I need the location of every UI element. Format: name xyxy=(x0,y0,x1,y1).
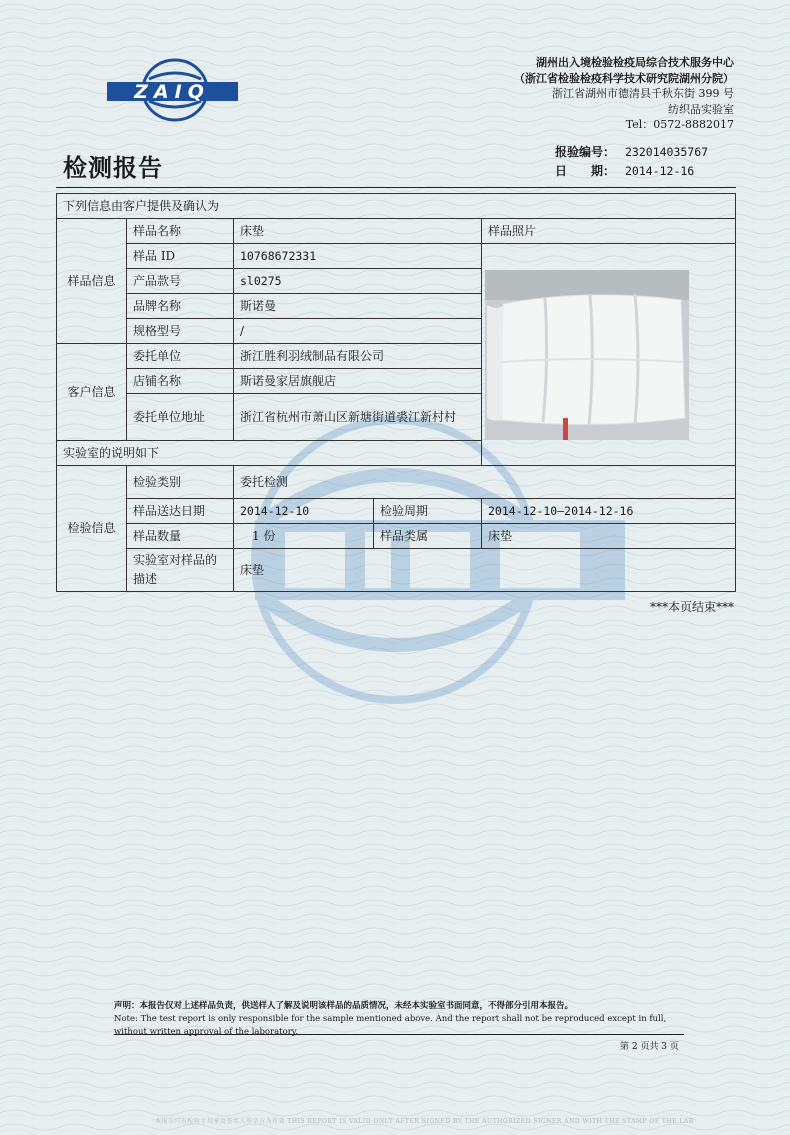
field-value: 2014-12-10—2014-12-16 xyxy=(482,499,736,524)
report-table xyxy=(56,193,736,592)
org-subname: （浙江省检验检疫科学技术研究院湖州分院） xyxy=(514,71,734,85)
field-value: 浙江省杭州市萧山区新塘街道裘江新村村 xyxy=(234,394,482,441)
field-label: 检验类别 xyxy=(127,466,234,499)
report-number: 232014035767 xyxy=(625,145,709,159)
header-divider xyxy=(56,187,736,188)
field-value: sl0275 xyxy=(234,269,482,294)
field-label: 委托单位 xyxy=(127,344,234,369)
field-label: 样品类属 xyxy=(374,524,482,549)
svg-text:ZAIQ: ZAIQ xyxy=(134,81,210,103)
field-value: 委托检测 xyxy=(234,466,736,499)
field-label: 样品送达日期 xyxy=(127,499,234,524)
field-label: 检验周期 xyxy=(374,499,482,524)
customer-info-group: 客户信息 xyxy=(57,344,127,441)
field-value: 斯诺曼家居旗舰店 xyxy=(234,369,482,394)
end-of-page-mark: ***本页结束*** xyxy=(649,600,734,614)
field-value: 浙江胜利羽绒制品有限公司 xyxy=(234,344,482,369)
disclaimer-cn: 声明：本报告仅对上述样品负责，供送样人了解及说明该样品的品质情况，未经本实验室书面同意，不得部分引用本报告。 xyxy=(114,1001,574,1011)
org-lab: 纺织品实验室 xyxy=(668,102,734,116)
field-label: 样品 ID xyxy=(127,244,234,269)
field-value: 1 份 xyxy=(234,524,374,549)
field-label: 规格型号 xyxy=(127,319,234,344)
field-value: / xyxy=(234,319,482,344)
report-date: 2014-12-16 xyxy=(625,164,695,178)
report-meta xyxy=(555,143,708,181)
field-label: 委托单位地址 xyxy=(127,394,234,441)
field-value: 2014-12-10 xyxy=(234,499,374,524)
field-label: 品牌名称 xyxy=(127,294,234,319)
inspection-info-group: 检验信息 xyxy=(57,466,127,592)
field-value: 床垫 xyxy=(234,549,736,592)
field-value: 床垫 xyxy=(482,524,736,549)
field-label: 样品数量 xyxy=(127,524,234,549)
sample-info-group: 样品信息 xyxy=(57,219,127,344)
fine-print: 本报告只有检验专用章及签名人签字方为有效 THIS REPORT IS VALID ONLY AFTER SIGNED BY THE AUTHORIZED SIGNER AND WITH THE STAMP OF THE LAB xyxy=(155,1118,694,1125)
org-tel: Tel：0572-8882017 xyxy=(625,118,734,131)
organization-block xyxy=(514,55,734,133)
client-section-heading: 下列信息由客户提供及确认为 xyxy=(57,194,736,219)
field-value: 床垫 xyxy=(234,219,482,244)
sample-photo-cell xyxy=(482,244,736,466)
zaiq-logo xyxy=(105,55,240,125)
field-value: 10768672331 xyxy=(234,244,482,269)
field-label: 样品名称 xyxy=(127,219,234,244)
field-label: 实验室对样品的描述 xyxy=(127,549,234,592)
disclaimer-en: Note: The test report is only responsible for the sample mentioned above. And the report shall not be reproduced except in full, without written approval of the laboratory. xyxy=(114,1014,667,1037)
field-value: 斯诺曼 xyxy=(234,294,482,319)
field-label: 店铺名称 xyxy=(127,369,234,394)
photo-label: 样品照片 xyxy=(482,219,736,244)
org-name: 湖州出入境检验检疫局综合技术服务中心 xyxy=(536,56,734,69)
page-number: 第 2 页共 3 页 xyxy=(620,1042,679,1052)
mattress-photo xyxy=(485,270,689,440)
footer-divider xyxy=(114,1034,684,1035)
report-date-label: 日 期： xyxy=(555,164,616,178)
field-label: 产品款号 xyxy=(127,269,234,294)
org-address: 浙江省湖州市德清县千秋东街 399 号 xyxy=(552,87,734,100)
lab-section-heading: 实验室的说明如下 xyxy=(57,441,736,466)
report-number-label: 报验编号： xyxy=(555,145,616,159)
page-title: 检测报告 xyxy=(63,154,163,182)
